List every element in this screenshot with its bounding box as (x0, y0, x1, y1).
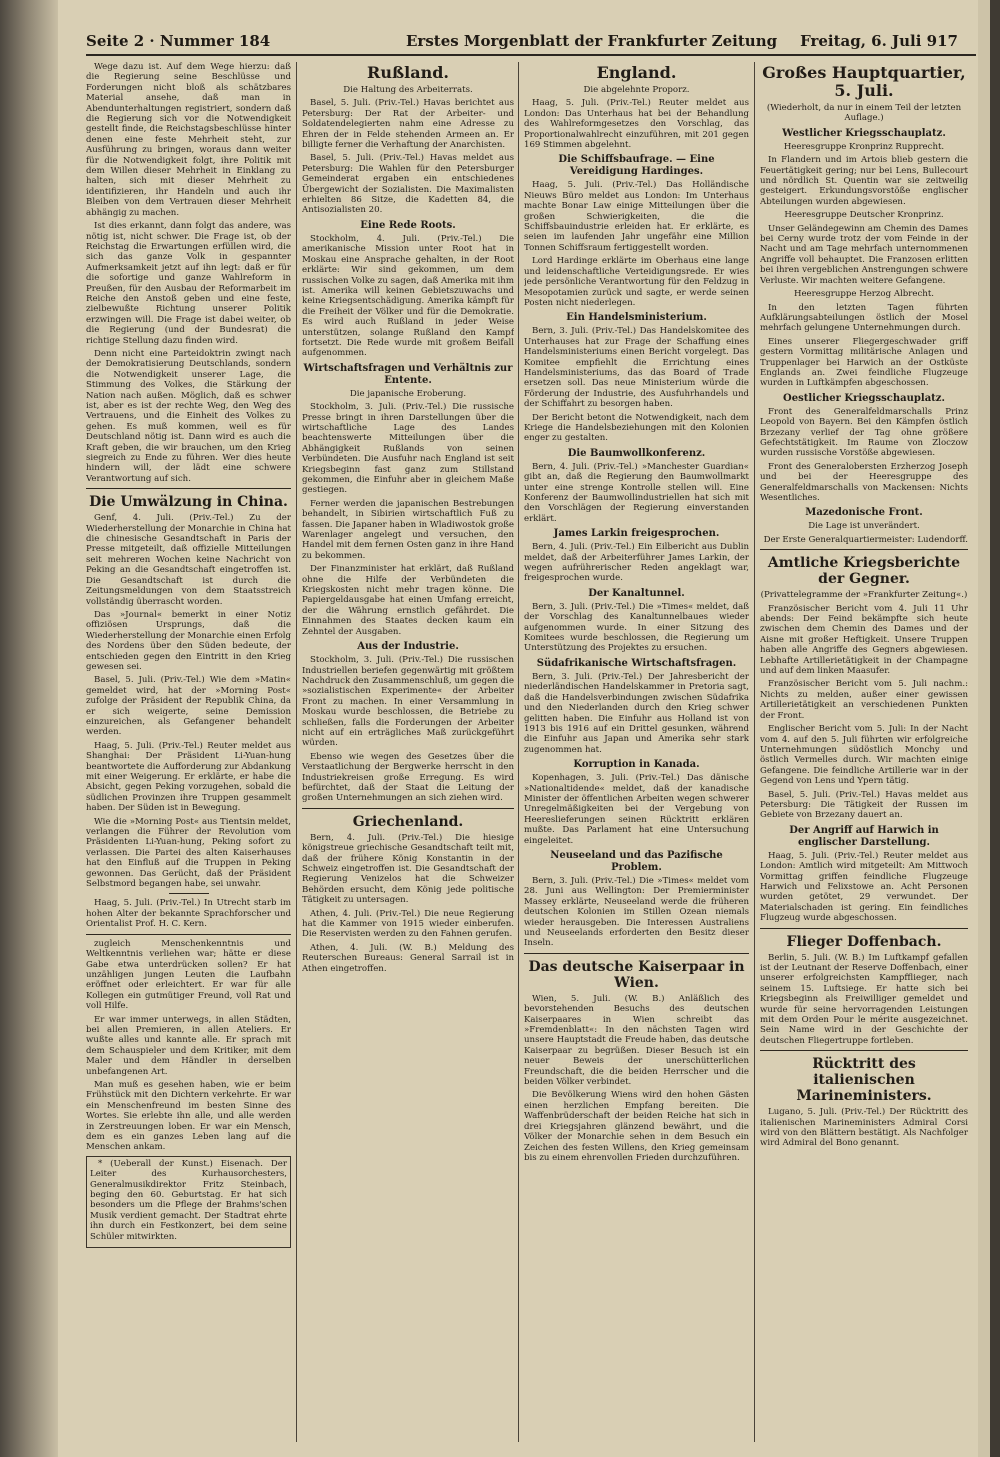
paragraph: Lord Hardinge erklärte im Oberhaus eine lange und leidenschaftliche Verteidigungsrede. Er wies jede persönliche Verantwortung für den Feldzug in Mesopotamien zurück und sagte, er werde seinen Posten nicht niederlegen. (524, 256, 749, 308)
paragraph: * (Ueberall der Kunst.) Eisenach. Der Leiter des Kurhausorchesters, Generalmusikdirektor Fritz Steinbach, beging den 60. Geburtstag. Er hat sich besonders um die Pflege der Brahms'schen Musik verdient gemacht. Der Stadtrat ehrte ihn durch ein Festkonzert, bei dem seine Schüler mitwirkten. (90, 1158, 287, 1242)
article-subheading: Westlicher Kriegsschauplatz. (782, 127, 946, 139)
paragraph: Bern, 3. Juli. (Priv.-Tel.) Die »Times« meldet, daß der Vorschlag des Kanaltunnelbaues wieder aufgenommen wurde. In einer Sitzung des Komitees wurde beschlossen, die Regierung um Unterstützung des Projektes zu ersuchen. (524, 601, 749, 654)
paragraph: Berlin, 5. Juli. (W. B.) Im Luftkampf gefallen ist der Leutnant der Reserve Doffenbach, einer unserer erfolgreichsten Kampfflieger, nach seinem 15. Luftsiege. Er hatte sich bei Kriegsbeginn als Freiwilliger gemeldet und wurde für seine hervorragenden Leistungen mit dem Orden Pour le mérite ausgezeichnet. Sein Name wird in der Geschichte der deutschen Fliegertruppe fortleben. (760, 952, 968, 1046)
article-subheading: James Larkin freigesprochen. (553, 528, 720, 540)
paragraph: Haag, 5. Juli. (Priv.-Tel.) In Utrecht starb im hohen Alter der bekannte Sprachforscher und Orientalist Prof. H. C. Kern. (86, 898, 291, 930)
separator (169, 893, 209, 894)
paragraph: Basel, 5. Juli. (Priv.-Tel.) Havas meldet aus Petersburg: Die Wahlen für den Petersburger Gemeinderat ergaben ein entschiedenes Übergewicht der Sozialisten. Die Maximalisten erhielten 86 Sitze, die Kadetten 84, die Antisozialisten 20. (302, 153, 514, 216)
article-subheading: Mazedonische Front. (805, 507, 923, 519)
column-divider (754, 62, 755, 1442)
paragraph: Basel, 5. Juli. (Priv.-Tel.) Wie dem »Matin« gemeldet wird, hat der »Morning Post« zufolge der Präsident der Republik China, da er sich weigerte, seine Demission einzureichen, als Gefangener behandelt werden. (86, 675, 291, 738)
paragraph: Genf, 4. Juli. (Priv.-Tel.) Zu der Wiederherstellung der Monarchie in China hat die chinesische Gesandtschaft in Paris der Presse mitgeteilt, daß offizielle Mitteilungen seit mehreren Wochen keine Nachricht von Peking an die Gesandtschaft eingetroffen ist. Die Gesandtschaft ist durch die Zeitungsmeldungen von dem Staatsstreich vollständig überrascht worden. (86, 513, 291, 607)
paragraph: Lugano, 5. Juli. (Priv.-Tel.) Der Rücktritt des italienischen Marineministers Admiral Corsi wird von den Blättern bestätigt. Als Nachfolger wird Admiral del Bono genannt. (760, 1107, 968, 1149)
column-1 (86, 62, 291, 1437)
column-3 (524, 62, 749, 1437)
article-subheading: Die Schiffsbaufrage. — Eine Vereidigung Hardinges. (558, 154, 715, 178)
paragraph: Französischer Bericht vom 5. Juli nachm.: Nichts zu melden, außer einer gewissen Artillerietätigkeit an verschiedenen Punkten der Front. (760, 679, 968, 721)
article-subheading: Die Haltung des Arbeiterrats. (343, 85, 473, 95)
header-date: Freitag, 6. Juli 917 (800, 32, 958, 50)
column-divider (296, 62, 297, 1442)
column-2 (302, 62, 514, 1437)
paragraph: Haag, 5. Juli. (Priv.-Tel.) Reuter meldet aus London: Das Unterhaus hat bei der Behandlung des Wahlreformgesetzes den Vorschlag, das Proportionalwahlrecht einzuführen, mit 201 gegen 169 Stimmen abgelehnt. (524, 98, 749, 151)
article-subheading: Wirtschaftsfragen und Verhältnis zur Entente. (303, 362, 513, 386)
paragraph: Front des Generalfeldmarschalls Prinz Leopold von Bayern. Bei den Kämpfen östlich Brzezany verlief der Tag ohne größere Gefechtstätigkeit. Im Raume von Zloczow wurden russische Vorstöße abgewiesen. (760, 406, 968, 459)
paragraph: Athen, 4. Juli. (W. B.) Meldung des Reuterschen Bureaus: General Sarrail ist in Athen eingetroffen. (302, 942, 514, 974)
header-page-number: Seite 2 · Nummer 184 (86, 32, 271, 50)
article-subheading: (Wiederholt, da nur in einem Teil der letzten Auflage.) (766, 103, 962, 124)
article-subheading: Oestlicher Kriegsschauplatz. (783, 392, 945, 404)
army-group-label: Heeresgruppe Deutscher Kronprinz. (784, 210, 944, 221)
article-subheading: Die japanische Eroberung. (349, 388, 467, 399)
article-heading: Großes Hauptquartier, 5. Juli. (762, 63, 966, 100)
section-rule (760, 928, 968, 929)
section-rule (760, 549, 968, 550)
paragraph: Ferner werden die japanischen Bestrebungen behandelt, in Sibirien wirtschaftlich Fuß zu fassen. Die Japaner haben in Wladiwostok große Warenlager angelegt und versuchen, den Handel mit dem fernen Osten ganz in ihre Hand zu bekommen. (302, 498, 514, 561)
section-rule (86, 488, 291, 489)
paragraph: Wie die »Morning Post« aus Tientsin meldet, verlangen die Führer der Revolution vom Präsidenten Li-Yuan-hung, Peking sofort zu verlassen. Die Partei des alten Kaiserhauses hat den Einfluß auf die Truppen in Peking gewonnen. Das Gerücht, daß der Präsident Selbstmord begangen habe, sei unwahr. (86, 816, 291, 890)
paragraph: Das »Journal« bemerkt in einer Notiz offiziösen Ursprungs, daß die Wiederherstellung der Monarchie einen Erfolg des Nordens über den Süden bedeute, der entschieden gegen den Eintritt in den Krieg gewesen sei. (86, 609, 291, 672)
article-subheading: Die Baumwollkonferenz. (567, 447, 706, 459)
article-subheading: Ein Handelsministerium. (566, 312, 707, 324)
paragraph: Wien, 5. Juli. (W. B.) Anläßlich des bevorstehenden Besuchs des deutschen Kaiserpaares in Wien schreibt das »Fremdenblatt«: In den nächsten Tagen wird unsere Hauptstadt die Freude haben, das deutsche Kaiserpaar zu begrüßen. Dieser Besuch ist ein neuer Beweis der unerschütterlichen Freundschaft, die die beiden Herrscher und die beiden Völker verbindet. (524, 993, 749, 1088)
paragraph: Englischer Bericht vom 5. Juli: In der Nacht vom 4. auf den 5. Juli führten wir erfolgreiche Unternehmungen südöstlich Monchy und östlich Vermelles durch. Wir machten einige Gefangene. Die feindliche Artillerie war in der Gegend von Lens und Ypern tätig. (760, 724, 968, 787)
article-subheading: Der Kanaltunnel. (588, 587, 685, 599)
paragraph: Bern, 4. Juli. (Priv.-Tel.) Die hiesige königstreue griechische Gesandtschaft teilt mit, daß der frühere König Konstantin in der Schweiz eingetroffen ist. Die Gesandtschaft der Regierung Venizelos hat die Schweizer Behörden ersucht, dem König jede politische Tätigkeit zu untersagen. (302, 832, 514, 906)
paragraph: Bern, 4. Juli. (Priv.-Tel.) »Manchester Guardian« gibt an, daß die Regierung den Baumwollmarkt unter eine strenge Kontrolle stellen will. Eine Konferenz der Baumwollindustriellen hat sich mit den Vorschlägen der Regierung einverstanden erklärt. (524, 461, 749, 524)
signature: Der Erste Generalquartiermeister: Ludendorff. (763, 534, 968, 545)
boxed-notice (86, 1156, 291, 1248)
article-heading: Flieger Doffenbach. (786, 933, 942, 950)
page-header (86, 30, 976, 56)
section-rule (524, 953, 749, 954)
binding-gutter (0, 0, 58, 1457)
paragraph: In den letzten Tagen führten Aufklärungsabteilungen östlich der Mosel mehrfach gelungene Unternehmungen durch. (760, 302, 968, 334)
paragraph: Die Bevölkerung Wiens wird den hohen Gästen einen herzlichen Empfang bereiten. Die Waffenbrüderschaft der beiden Reiche hat sich in drei Kriegsjahren glänzend bewährt, und die Völker der Monarchie sehen in dem Besuch ein Zeichen des festen Willens, den Krieg gemeinsam bis zu einem ehrenvollen Frieden durchzuführen. (524, 1090, 749, 1163)
column-4 (760, 62, 968, 1437)
article-heading: Rußland. (367, 63, 449, 82)
paragraph: In Flandern und im Artois blieb gestern die Feuertätigkeit gering; nur bei Lens, Bullecourt und nördlich St. Quentin war sie zeitweilig gesteigert. Erkundungsvorstöße englischer Abteilungen wurden abgewiesen. (760, 155, 968, 207)
army-group-label: Heeresgruppe Kronprinz Rupprecht. (783, 141, 945, 152)
paragraph: Stockholm, 4. Juli. (Priv.-Tel.) Die amerikanische Mission unter Root hat in Moskau eine Ansprache gehalten, in der Root erklärte: Wir sind gekommen, um dem russischen Volke zu sagen, daß Amerika mit ihm ist. Amerika will keinen Gebietszuwachs und keine Kriegsentschädigung. Amerika kämpft für die Freiheit der Völker und für die Demokratie. Es wird auch Rußland in jeder Weise unterstützen, solange Rußland den Kampf fortsetzt. Die Rede wurde mit großem Beifall aufgenommen. (302, 233, 514, 359)
paragraph: Bern, 3. Juli. (Priv.-Tel.) Die »Times« meldet vom 28. Juni aus Wellington: Der Premierminister Massey erklärte, Neuseeland werde die früheren deutschen Kolonien im Stillen Ozean niemals wieder herausgeben. Die Interessen Australiens und Neuseelands erforderten den Besitz dieser Inseln. (524, 875, 749, 949)
feuilleton-rule (86, 934, 291, 935)
paragraph: Stockholm, 3. Juli. (Priv.-Tel.) Die russischen Industriellen beriefen gegenwärtig mit größtem Nachdruck den Zusammenschluß, um gegen die »sozialistischen Experimente« der Arbeiter Front zu machen. In einer Versammlung in Moskau wurde beschlossen, die Betriebe zu schließen, falls die Forderungen der Arbeiter nicht auf ein erträgliches Maß zurückgeführt würden. (302, 655, 514, 749)
scan-border (990, 0, 1000, 1457)
paragraph: Eines unserer Fliegergeschwader griff gestern Vormittag militärische Anlagen und Truppenlager bei Harwich an der Ostküste Englands an. Zwei feindliche Flugzeuge wurden in Luftkämpfen abgeschossen. (760, 336, 968, 389)
paragraph: Der Bericht betont die Notwendigkeit, nach dem Kriege die Handelsbeziehungen mit den Kolonien enger zu gestalten. (524, 412, 749, 444)
paragraph: Athen, 4. Juli. (Priv.-Tel.) Die neue Regierung hat die Kammer von 1915 wieder einberufen. Die Reservisten werden zu den Fahnen gerufen. (302, 908, 514, 940)
paragraph: Wege dazu ist. Auf dem Wege hierzu: daß die Regierung seine Beschlüsse und Forderungen nicht bloß als schätzbares Material ansehe, daß man in Abendunterhaltungen registriert, sondern daß die Regierung sich vor die Notwendigkeit gestellt finde, die Reichstagsbeschlüsse hinter denen eine feste Mehrheit steht, zur Ausführung zu bringen, woraus dann weiter für die Notwendigkeit folgt, ihre Politik mit dem Willen dieser Mehrheit in Einklang zu halten, sich mit dieser Mehrheit zu identifizieren, ihr Handeln und auch ihr Bleiben von dem Vertrauen dieser Mehrheit abhängig zu machen. (86, 62, 291, 218)
army-group-label: Heeresgruppe Herzog Albrecht. (793, 289, 935, 300)
paragraph: Man muß es gesehen haben, wie er beim Frühstück mit den Dichtern verkehrte. Er war ein Menschenfreund im besten Sinne des Wortes. Sie erlebte ihn alle, und alle werden in Zerstreuungen loben. Er war ein Mensch, dem es ein ganzes Leben lang auf die Menschen ankam. (86, 1079, 291, 1153)
paragraph: Basel, 5. Juli. (Priv.-Tel.) Havas berichtet aus Petersburg: Der Rat der Arbeiter- und Soldatendelegierten nahm eine Adresse zu Ehren der in Felde stehenden Armeen an. Er billigte ferner die Verhaftung der Anarchisten. (302, 98, 514, 151)
paragraph: Kopenhagen, 3. Juli. (Priv.-Tel.) Das dänische »Nationaltidende« meldet, daß der kanadische Minister der öffentlichen Arbeiten wegen schwerer Unregelmäßigkeiten bei der Vergebung von Heereslieferungen seinen Rücktritt erklären mußte. Das Parlament hat eine Untersuchung eingeleitet. (524, 773, 749, 846)
paragraph: Bern, 4. Juli. (Priv.-Tel.) Ein Eilbericht aus Dublin meldet, daß der Arbeiterführer James Larkin, der wegen aufrührerischer Reden angeklagt war, freigesprochen wurde. (524, 542, 749, 584)
paragraph: Ist dies erkannt, dann folgt das andere, was nötig ist, nicht schwer. Die Frage ist, ob der Reichstag die Erwartungen erfüllen wird, die sich das ganze Volk in gespannter Aufmerksamkeit jetzt auf ihn legt: daß er für die sofortige und ganze Wahlreform in Preußen, für den Ausbau der Reformarbeit im Reiche den Anstoß geben und eine feste, zielbewußte Richtung unserer Politik erzwingen will. Die Frage ist dabei weiter, ob die Regierung (und der Bundesrat) die richtige Stellung dazu finden wird. (86, 221, 291, 346)
paragraph: zugleich Menschenkenntnis und Weltkenntnis verliehen war; hätte er diese Gabe etwa unterdrücken sollen? Er hat unzähligen jungen Leuten die Laufbahn eröffnet oder erleichtert. Er war für alle Kollegen ein gutmütiger Freund, voll Rat und voll Hilfe. (86, 938, 291, 1012)
article-subheading: Der Angriff auf Harwich in englischer Darstellung. (789, 824, 939, 848)
paragraph: Bern, 3. Juli. (Priv.-Tel.) Das Handelskomitee des Unterhauses hat zur Frage der Schaffung eines Handelsministeriums einen Bericht vorgelegt. Das Komitee empfiehlt die Errichtung eines Handelsministeriums, das das Board of Trade ersetzen soll. Das neue Ministerium würde die Förderung der Industrie, des Ausfuhrhandels und der Schiffahrt zu besorgen haben. (524, 326, 749, 410)
column-divider (518, 62, 519, 1442)
paragraph: Basel, 5. Juli. (Priv.-Tel.) Havas meldet aus Petersburg: Die Tätigkeit der Russen im Gebiete von Brzezany dauert an. (760, 789, 968, 821)
article-heading: Das deutsche Kaiserpaar in Wien. (528, 958, 745, 991)
article-subheading: Die abgelehnte Proporz. (583, 85, 690, 95)
paragraph: Französischer Bericht vom 4. Juli 11 Uhr abends: Der Feind bekämpfte sich heute zwischen dem Chemin des Dames und der Aisne mit großer Heftigkeit. Unsere Truppen haben alle Angriffe des Gegners abgewiesen. Lebhafte Artillerietätigkeit in der Champagne und auf dem linken Maasufer. (760, 603, 968, 677)
article-heading: Die Umwälzung in China. (89, 494, 288, 511)
article-subheading: (Privattelegramme der »Frankfurter Zeitung«.) (760, 590, 968, 601)
article-subheading: Südafrikanische Wirtschaftsfragen. (536, 657, 737, 669)
paragraph: Der Finanzminister hat erklärt, daß Rußland ohne die Hilfe der Verbündeten die Kriegskosten nicht mehr tragen könne. Die Papiergeldausgabe hat einen Umfang erreicht, der die Währung ernstlich gefährdet. Die Einnahmen des Staates decken kaum ein Zehntel der Ausgaben. (302, 564, 514, 637)
paragraph: Haag, 5. Juli. (Priv.-Tel.) Reuter meldet aus Shanghai: Der Präsident Li-Yuan-hung beantwortete die Aufforderung zur Abdankung mit einer Weigerung. Er erklärte, er habe die Absicht, gegen Peking vorzugehen, sobald die südlichen Provinzen ihre Truppen gesammelt haben. Der Süden ist in Bewegung. (86, 740, 291, 814)
article-subheading: Korruption in Kanada. (573, 759, 700, 771)
paragraph: Er war immer unterwegs, in allen Städten, bei allen Premieren, in allen Ateliers. Er wußte alles und kannte alle. Er sprach mit dem Schauspieler und dem Kritiker, mit dem Maler und dem Händler in derselben unbefangenen Art. (86, 1014, 291, 1077)
article-heading: Amtliche Kriegsberichte der Gegner. (767, 555, 961, 588)
paragraph: Bern, 3. Juli. (Priv.-Tel.) Der Jahresbericht der niederländischen Handelskammer in Pretoria sagt, daß die Handelsverbindungen zwischen Südafrika und den Niederlanden durch den Krieg schwer gelitten haben. Die Einfuhr aus Holland ist von 1913 bis 1916 auf ein Drittel gesunken, während die Einfuhr aus Japan und Amerika sehr stark zugenommen hat. (524, 671, 749, 755)
paragraph: Denn nicht eine Parteidoktrin zwingt nach der Demokratisierung Deutschlands, sondern die Notwendigkeit unserer Lage, die Stimmung des Volkes, die Stärkung der Nation nach außen. Möglich, daß es schwer ist, aber es ist der rechte Weg, den Weg des Vertrauens, und die Einheit des Volkes zu gehen. Es muß kommen, weil es für Deutschland nötig ist. Dann wird es auch die Kraft geben, die wir brauchen, um den Krieg siegreich zu Ende zu führen. Wer dies heute hindern will, der lädt eine schwere Verantwortung auf sich. (86, 348, 291, 484)
paragraph: Ebenso wie wegen des Gesetzes über die Verstaatlichung der Bergwerke herrscht in den Industriekreisen große Erregung. Es wird befürchtet, daß der Staat die Leitung der großen Unternehmungen an sich ziehen wird. (302, 751, 514, 804)
paragraph: Stockholm, 3. Juli. (Priv.-Tel.) Die russische Presse bringt in ihren Darstellungen über die wirtschaftliche Lage des Landes beachtenswerte Mitteilungen über die Abhängigkeit Rußlands von seinen Verbündeten. Die Ausfuhr nach England ist seit Kriegsbeginn fast ganz zum Stillstand gekommen, die Einfuhr aber in gleichem Maße gestiegen. (302, 402, 514, 496)
article-heading: Griechenland. (352, 813, 464, 830)
next-page-edge (978, 0, 990, 1457)
paragraph: Haag, 5. Juli. (Priv.-Tel.) Reuter meldet aus London: Amtlich wird mitgeteilt: Am Mittwoch Vormittag griffen feindliche Flugzeuge Harwich und Felixstowe an. Acht Personen wurden getötet, 29 verwundet. Der Materialschaden ist gering. Ein feindliches Flugzeug wurde abgeschossen. (760, 850, 968, 924)
paragraph: Unser Geländegewinn am Chemin des Dames bei Cerny wurde trotz der vom Feinde in der Nacht und am Tage mehrfach unternommenen Angriffe voll behauptet. Die Franzosen erlitten bei ihren vergeblichen Anstrengungen schwere Verluste. Wir machten weitere Gefangene. (760, 223, 968, 286)
header-masthead: Erstes Morgenblatt der Frankfurter Zeitung (406, 32, 778, 50)
article-subheading: Neuseeland und das Pazifische Problem. (550, 849, 723, 873)
article-heading: Rücktritt des italienischen Marineministers. (796, 1056, 932, 1105)
paragraph: Haag, 5. Juli. (Priv.-Tel.) Das Holländische Nieuws Büro meldet aus London: Im Unterhaus machte Bonar Law einige Mitteilungen über die großen Schwierigkeiten, die die Schiffsbauindustrie erleiden hat. Er erklärte, es seien im laufenden Jahr ungefähr eine Million Tonnen Schiffsraum fertiggestellt worden. (524, 180, 749, 253)
paragraph: Die Lage ist unverändert. (808, 521, 920, 532)
section-rule (302, 808, 514, 809)
article-subheading: Aus der Industrie. (357, 641, 459, 653)
article-subheading: Eine Rede Roots. (360, 219, 456, 231)
section-rule (760, 1050, 968, 1051)
article-heading: England. (596, 63, 677, 82)
paragraph: Front des Generalobersten Erzherzog Joseph und bei der Heeresgruppe des Generalfeldmarschalls von Mackensen: Nichts Wesentliches. (760, 461, 968, 503)
